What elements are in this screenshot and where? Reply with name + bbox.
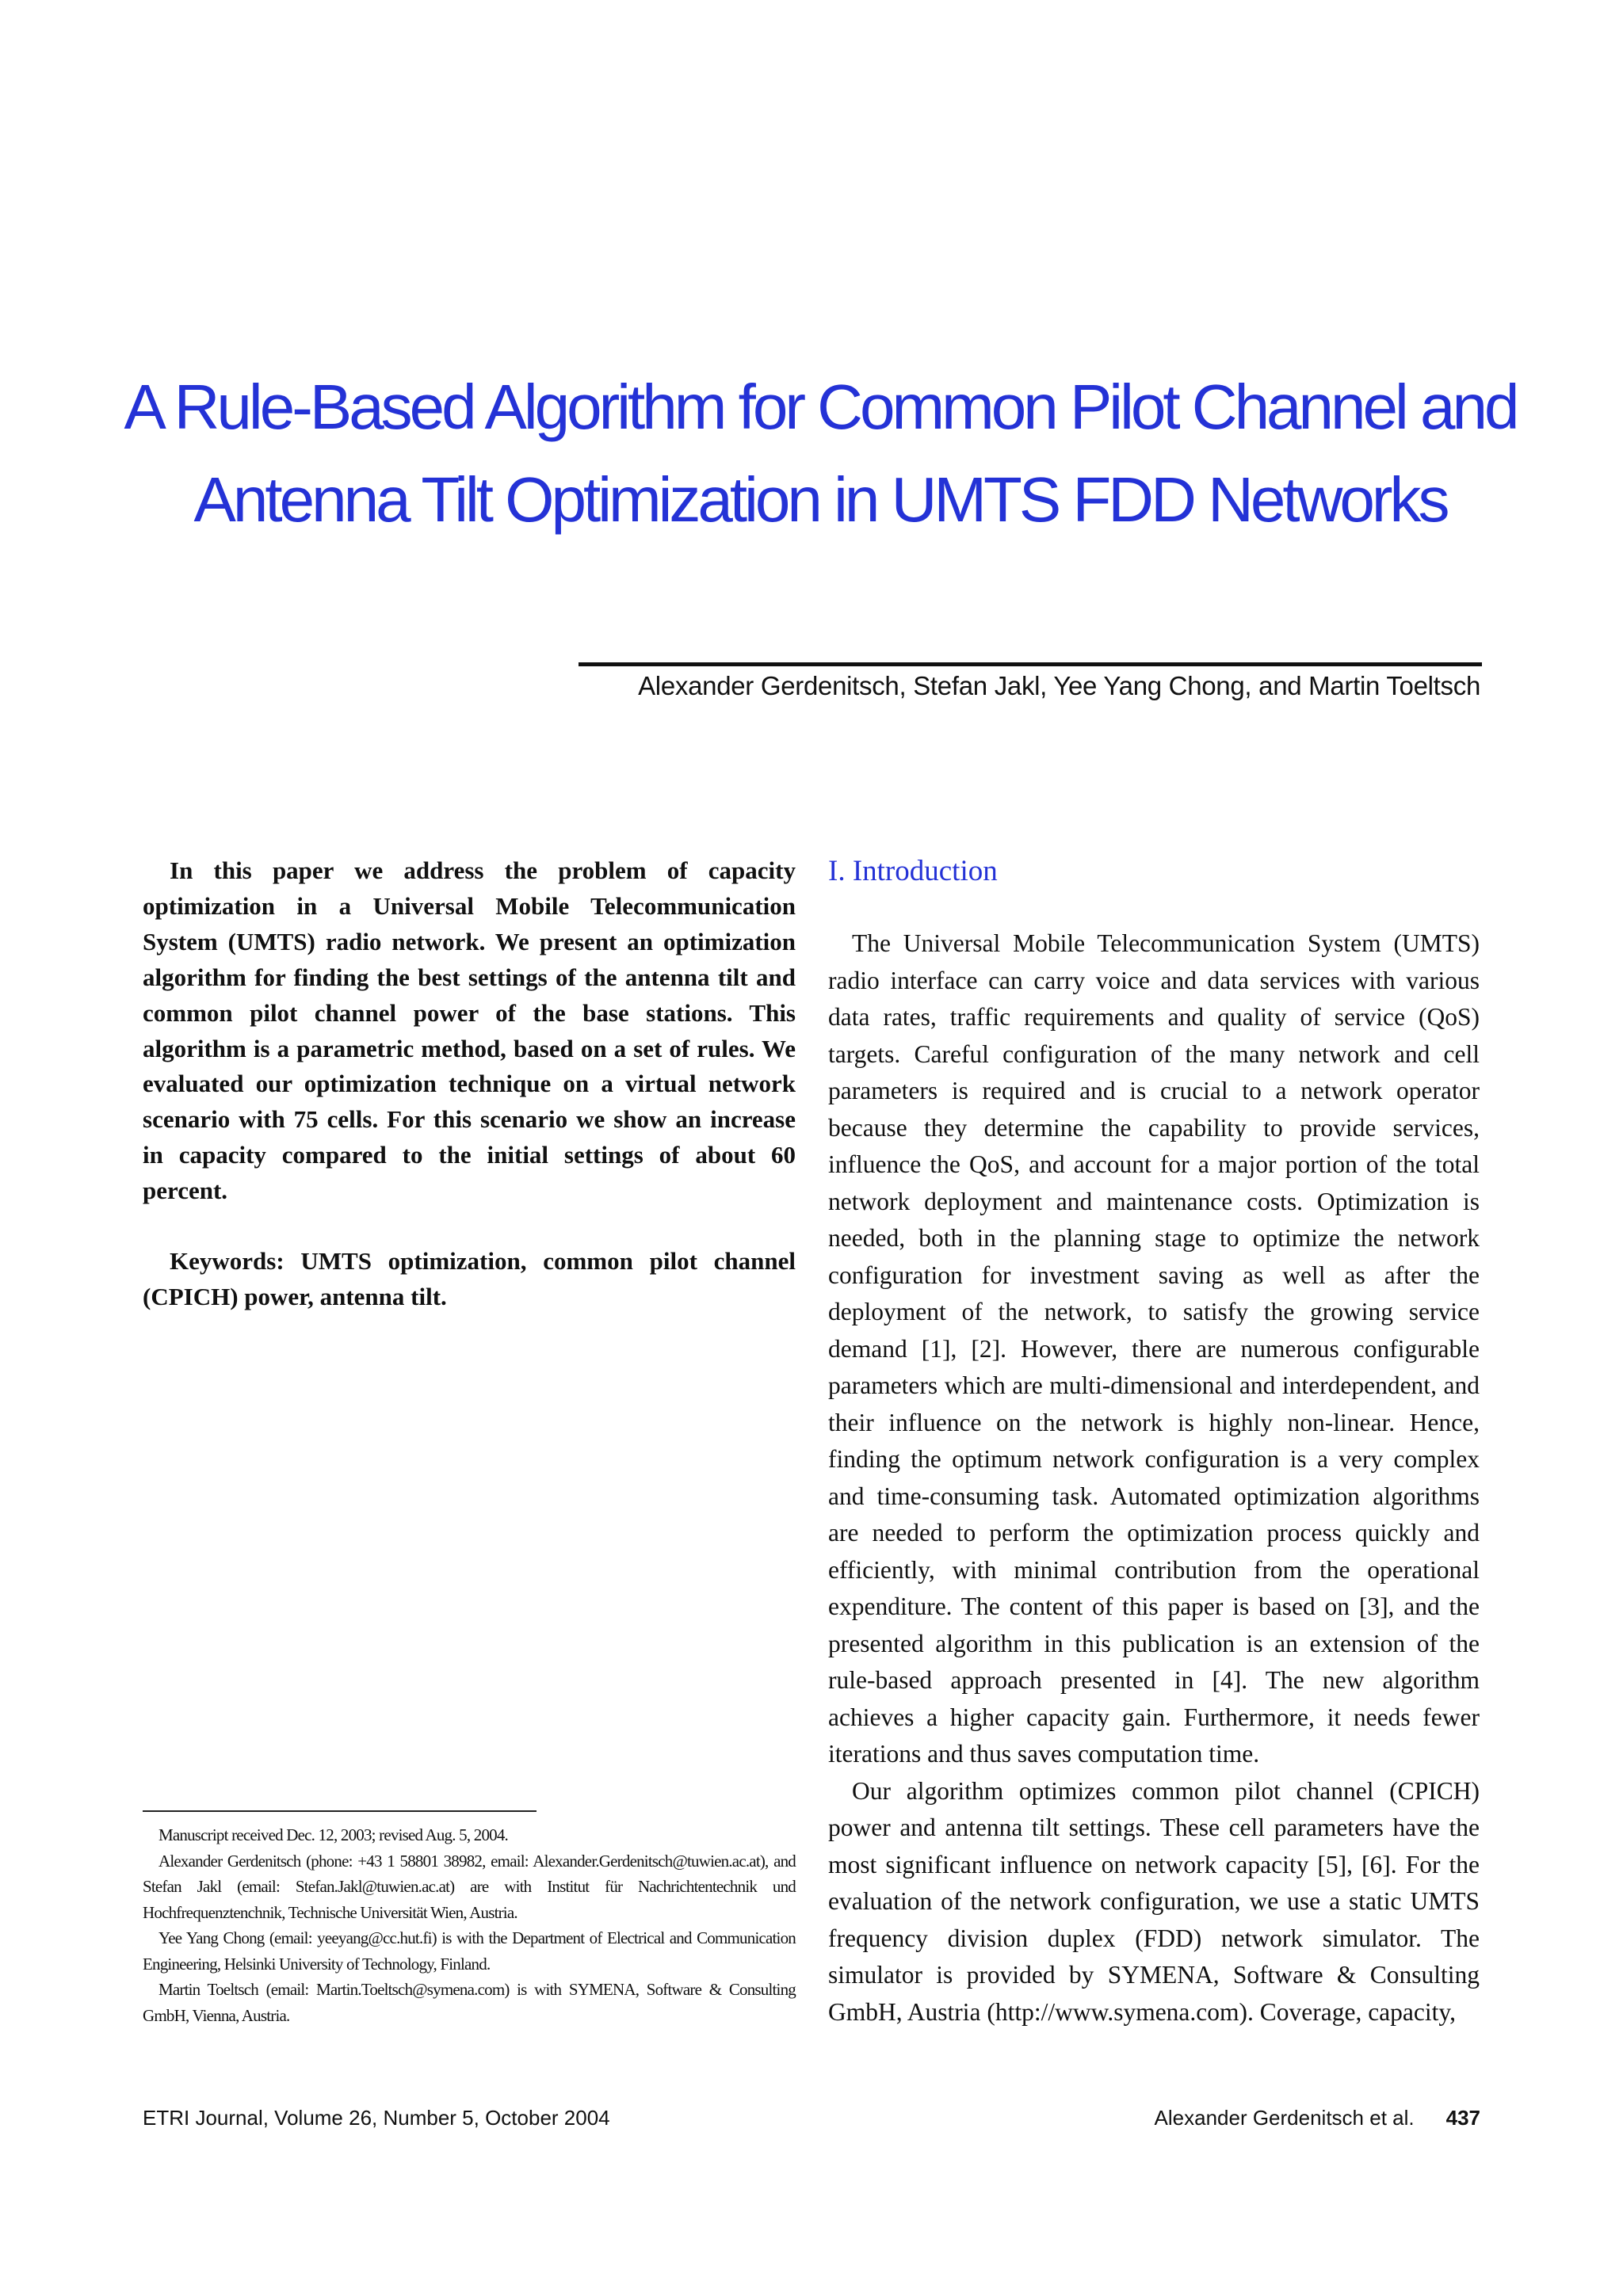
footnote-manuscript: Manuscript received Dec. 12, 2003; revised Aug. 5, 2004. (158, 1825, 508, 1844)
body-paragraph-1: The Universal Mobile Telecommunication System (UMTS) radio interface can carry voice and data services with various data rates, traffic requirements and quality of service (QoS) targets. Careful configuration of the many network and cell parameters is required and is crucial to a network operator because they determine the capability to provide services, influence the QoS, and account for a major portion of the total network deployment and maintenance costs. Optimization is needed, both in the planning stage to optimize the network configuration for investment saving as well as after the deployment of the network, to satisfy the growing service demand [1], [2]. However, there are numerous configurable parameters which are multi-dimensional and interdependent, and their influence on the network is highly non-linear. Hence, finding the optimum network configuration is a very complex and time-consuming task. Automated optimization algorithms are needed to perform the optimization process quickly and efficiently, with minimal contribution from the operational expenditure. The content of this paper is based on [3], and the presented algorithm in this publication is an extension of the rule-based approach presented in [4]. The new algorithm achieves a higher capacity gain. Furthermore, it needs fewer iterations and thus saves computation time. (828, 929, 1480, 1768)
footnote-author-1: Alexander Gerdenitsch (phone: +43 1 58801 38982, email: Alexander.Gerdenitsch@tuwien.ac.at), and Stefan Jakl (email: Stefan.Jakl@tuwien.ac.at) are with Institut für Nachrichtentechnik und Hochfrequenztenchnik, Technische Universität Wien, Austria. (143, 1851, 796, 1922)
footer-right (1155, 2103, 1480, 2132)
footnotes (143, 1822, 796, 2028)
author-list: Alexander Gerdenitsch, Stefan Jakl, Yee Yang Chong, and Martin Toeltsch (638, 671, 1480, 700)
page-number: 437 (1445, 2106, 1480, 2130)
section-heading: I. Introduction (828, 855, 998, 887)
title-line-2: Antenna Tilt Optimization in UMTS FDD Networks (193, 464, 1447, 535)
abstract: In this paper we address the problem of capacity optimization in a Universal Mobile Telecommunication System (UMTS) radio network. We present an optimization algorithm for finding the best settings of the antenna tilt and common pilot channel power of the base stations. This algorithm is a parametric method, based on a set of rules. We evaluated our optimization technique on a virtual network scenario with 75 cells. For this scenario we show an increase in capacity compared to the initial settings of about 60 percent. (143, 856, 796, 1205)
section-body (828, 925, 1480, 2031)
body-paragraph-2: Our algorithm optimizes common pilot channel (CPICH) power and antenna tilt settings. These cell parameters have the most significant influence on network capacity [5], [6]. For the evaluation of the network configuration, we use a static UMTS frequency division duplex (FDD) network simulator. The simulator is provided by SYMENA, Software & Consulting GmbH, Austria (http://www.symena.com). Coverage, capacity, (828, 1776, 1480, 2026)
running-author: Alexander Gerdenitsch et al. (1154, 2106, 1415, 2130)
keywords: Keywords: UMTS optimization, common pilot channel (CPICH) power, antenna tilt. (143, 1247, 796, 1310)
journal-info: ETRI Journal, Volume 26, Number 5, October 2004 (143, 2106, 610, 2130)
paper-title (95, 360, 1545, 546)
footnote-author-2: Yee Yang Chong (email: yeeyang@cc.hut.fi) is with the Department of Electrical and Communication Engineering, Helsinki University of Technology, Finland. (143, 1928, 796, 1974)
footnote-rule (143, 1810, 537, 1812)
footnote-author-3: Martin Toeltsch (email: Martin.Toeltsch@symena.com) is with SYMENA, Software & Consulting GmbH, Vienna, Austria. (143, 1980, 796, 2025)
title-line-1: A Rule-Based Algorithm for Common Pilot Channel and (124, 372, 1517, 442)
